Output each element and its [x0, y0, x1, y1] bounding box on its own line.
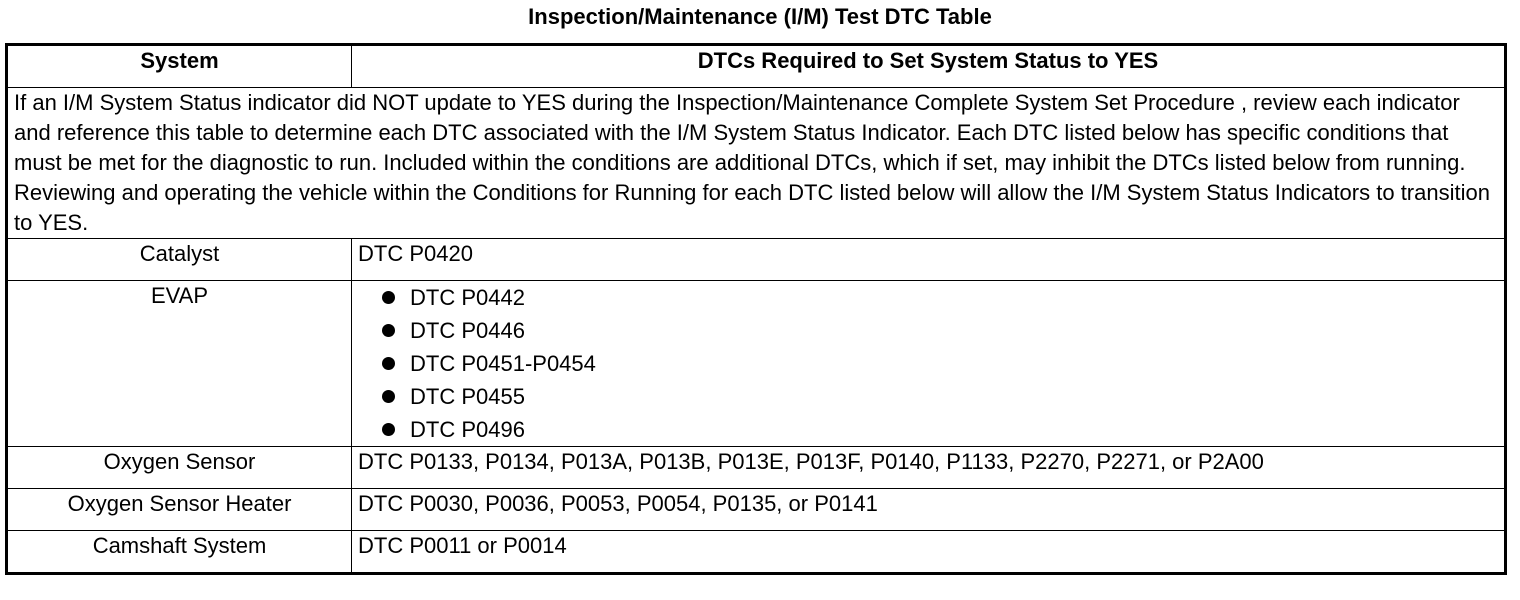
intro-row [7, 88, 1506, 239]
dtc-code: DTC P0451-P0454 [410, 351, 596, 376]
intro-text: If an I/M System Status indicator did NOT update to YES during the Inspection/Maintenance Complete System Set Procedure , review each indicator and reference this table to determine each DTC associated with the I/M System Status Indicator. Each DTC listed below has specific conditions that must be met for the diagnostic to run. Included within the conditions are additional DTCs, which if set, may inhibit the DTCs listed below from running. Reviewing and operating the vehicle within the Conditions for Running for each DTC listed below will allow the I/M System Status Indicators to transition to YES. [7, 88, 1506, 239]
dtc-cell: DTC P0030, P0036, P0053, P0054, P0135, or P0141 [352, 489, 1506, 531]
table-row [7, 489, 1506, 531]
table-row [7, 239, 1506, 281]
dtc-bullet-list [358, 281, 1498, 446]
table-row [7, 447, 1506, 489]
dtc-cell: DTC P0133, P0134, P013A, P013B, P013E, P013F, P0140, P1133, P2270, P2271, or P2A00 [352, 447, 1506, 489]
table-title: Inspection/Maintenance (I/M) Test DTC Table [528, 4, 992, 29]
dtc-table [5, 43, 1507, 575]
list-item [380, 413, 1498, 446]
table-row [7, 531, 1506, 574]
system-cell: EVAP [7, 281, 352, 447]
dtc-code: DTC P0455 [410, 384, 525, 409]
system-cell: Oxygen Sensor [7, 447, 352, 489]
system-cell: Camshaft System [7, 531, 352, 574]
list-item [380, 380, 1498, 413]
bullet-icon [382, 324, 395, 337]
list-item [380, 314, 1498, 347]
system-cell: Oxygen Sensor Heater [7, 489, 352, 531]
bullet-icon [382, 291, 395, 304]
column-header-system: System [7, 45, 352, 88]
list-item [380, 347, 1498, 380]
dtc-cell: DTC P0420 [352, 239, 1506, 281]
system-cell: Catalyst [7, 239, 352, 281]
list-item [380, 281, 1498, 314]
dtc-code: DTC P0442 [410, 285, 525, 310]
bullet-icon [382, 423, 395, 436]
dtc-code: DTC P0446 [410, 318, 525, 343]
bullet-icon [382, 390, 395, 403]
table-row [7, 281, 1506, 447]
column-header-dtcs: DTCs Required to Set System Status to YES [352, 45, 1506, 88]
dtc-cell: DTC P0011 or P0014 [352, 531, 1506, 574]
dtc-cell [352, 281, 1506, 447]
bullet-icon [382, 357, 395, 370]
table-header-row [7, 45, 1506, 88]
dtc-code: DTC P0496 [410, 417, 525, 442]
